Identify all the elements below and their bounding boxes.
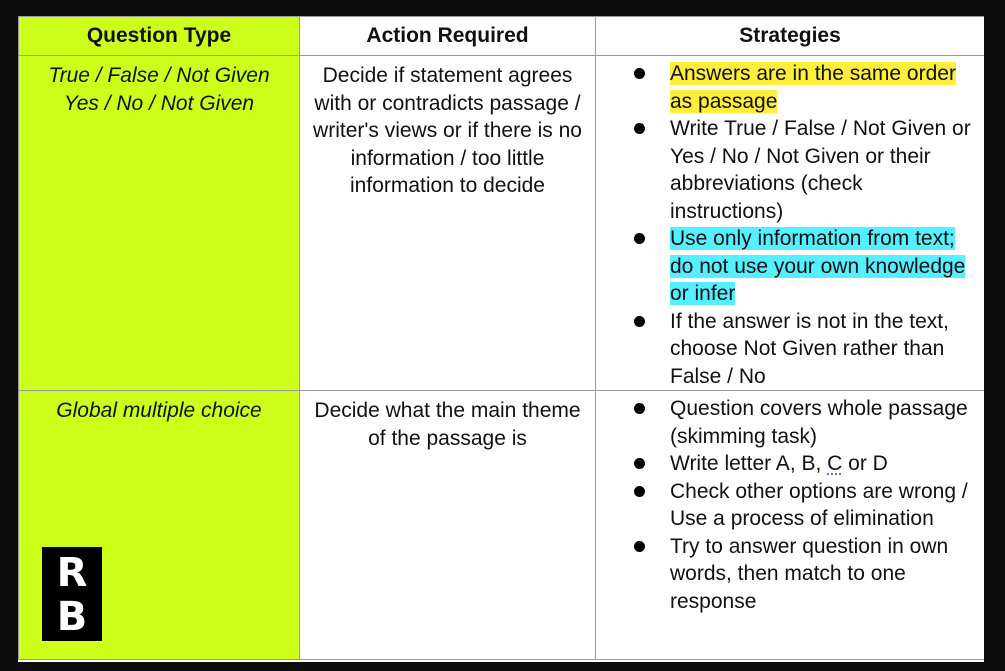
- header-strategies: Strategies: [596, 17, 985, 56]
- strategy-item: [596, 225, 976, 308]
- strategy-item: [596, 308, 976, 391]
- strategy-text: Try to answer question in own words, then match to one response: [670, 534, 949, 613]
- table-row: [19, 56, 985, 391]
- action-required-cell: Decide if statement agrees with or contradicts passage / writer's views or if there is no information / too little information to decide: [300, 56, 596, 391]
- header-row: [19, 17, 985, 56]
- question-type-cell: [19, 56, 300, 391]
- strategy-item: [596, 533, 976, 616]
- document-frame: [18, 16, 984, 662]
- strategies-list: [596, 60, 976, 390]
- header-question-type: Question Type: [19, 17, 300, 56]
- marked-letter: C: [827, 452, 843, 475]
- strategy-text-after: or D: [842, 452, 888, 475]
- action-required-cell: Decide what the main theme of the passage is: [300, 391, 596, 660]
- question-type-line: True / False / Not Given: [48, 64, 270, 87]
- question-type-line: Global multiple choice: [56, 399, 262, 422]
- strategy-text-before: Write letter A, B,: [670, 452, 828, 475]
- question-type-table: [18, 16, 984, 660]
- logo-letter: B: [56, 594, 88, 640]
- question-type-line: Yes / No / Not Given: [63, 91, 255, 115]
- strategy-item: [596, 450, 976, 478]
- strategy-text: Write True / False / Not Given or Yes / No / Not Given or their abbreviations (check instructions): [670, 117, 971, 223]
- strategy-item: [596, 395, 976, 450]
- strategy-item: [596, 478, 976, 533]
- header-action-required: Action Required: [300, 17, 596, 56]
- strategies-cell: [596, 56, 985, 391]
- logo-letter: R: [56, 550, 88, 596]
- table-row: [19, 391, 985, 660]
- strategies-cell: [596, 391, 985, 660]
- highlighted-text: Use only information from text; do not use your own knowledge or infer: [670, 227, 966, 305]
- rb-logo: [42, 547, 102, 641]
- strategy-item: [596, 60, 976, 115]
- strategies-list: [596, 395, 976, 615]
- highlighted-text: Answers are in the same order as passage: [670, 62, 956, 113]
- strategy-item: [596, 115, 976, 225]
- strategy-text: Check other options are wrong / Use a process of elimination: [670, 479, 968, 530]
- strategy-text: Question covers whole passage (skimming task): [670, 397, 968, 448]
- strategy-text: If the answer is not in the text, choose Not Given rather than False / No: [670, 309, 949, 388]
